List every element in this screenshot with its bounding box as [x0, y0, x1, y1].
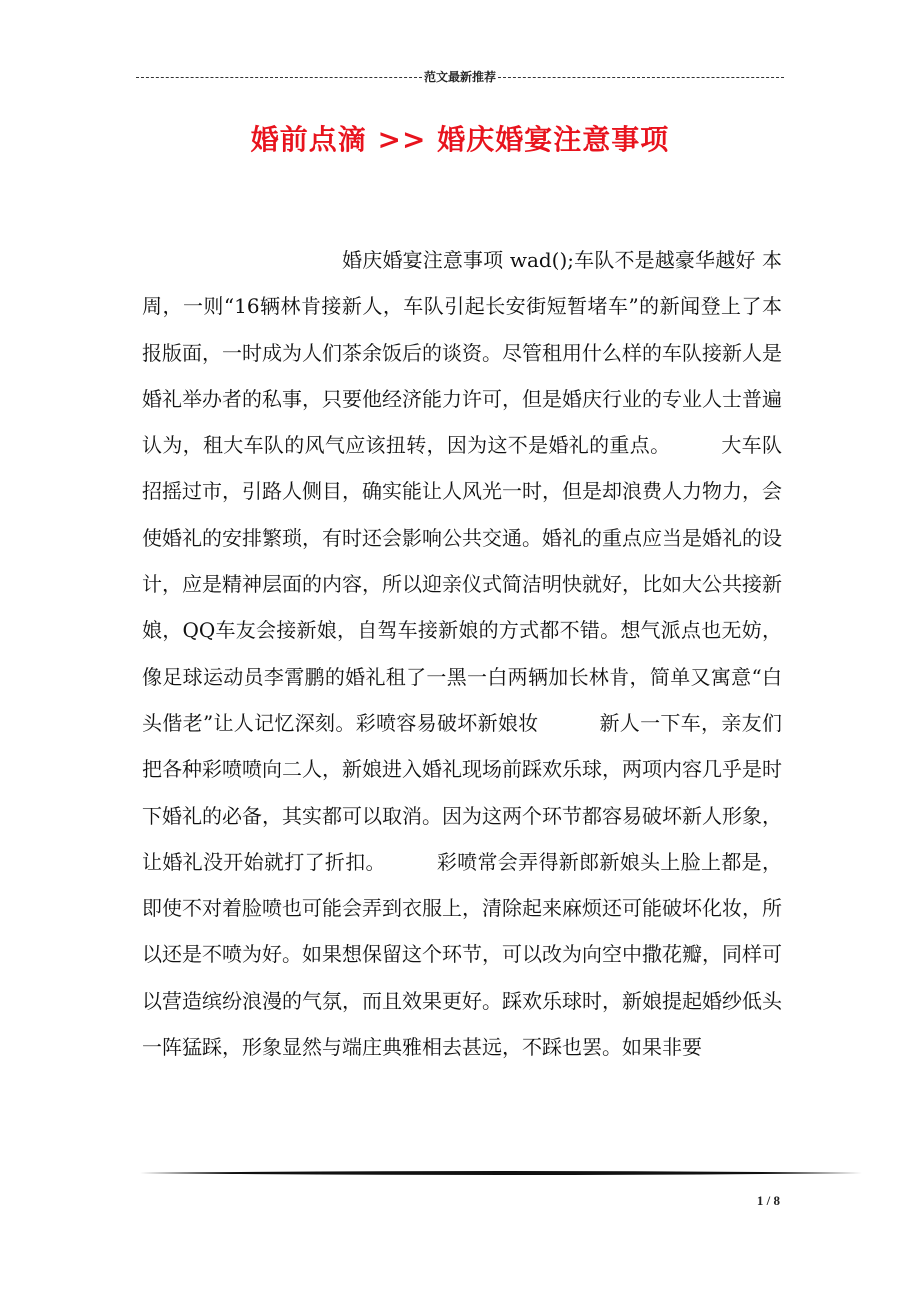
body-text: 婚庆婚宴注意事项 wad();车队不是越豪华越好 本周，一则“16辆林肯接新人，车队引起长安街短暂堵车”的新闻登上了本报版面，一时成为人们茶余饭后的谈资。尽管租用什么样的车队接新人是婚礼举办者的私事，只要他经济能力许可，但是婚庆行业的专业人士普遍认为，租大车队的风气应该扭转，因为这不是婚礼的重点。 大车队招摇过市，引路人侧目，确实能让人风光一时，但是却浪费人力物力，会使婚礼的安排繁琐，有时还会影响公共交通。婚礼的重点应当是婚礼的设计，应是精神层面的内容，所以迎亲仪式简洁明快就好，比如大公共接新娘，QQ车友会接新娘，自驾车接新娘的方式都不错。想气派点也无妨，像足球运动员李霄鹏的婚礼租了一黑一白两辆加长林肯，简单又寓意“白头偕老”让人记忆深刻。彩喷容易破坏新娘妆 新人一下车，亲友们把各种彩喷喷向二人，新娘进入婚礼现场前踩欢乐球，两项内容几乎是时下婚礼的必备，其实都可以取消。因为这两个环节都容易破坏新人形象，让婚礼没开始就打了折扣。 彩喷常会弄得新郎新娘头上脸上都是，即使不对着脸喷也可能会弄到衣服上，清除起来麻烦还可能破坏化妆，所以还是不喷为好。如果想保留这个环节，可以改为向空中撒花瓣，同样可以营造缤纷浪漫的气氛，而且效果更好。踩欢乐球时，新娘提起婚纱低头一阵猛踩，形象显然与端庄典雅相去甚远，不踩也罢。如果非要 — [142, 248, 782, 1060]
page-number: 1 / 8 — [756, 1193, 780, 1208]
footer-rule — [140, 1170, 862, 1176]
header-label: 范文最新推荐 — [424, 70, 497, 84]
header-banner — [136, 70, 784, 84]
header-dash-left — [136, 77, 422, 78]
document-body — [142, 237, 782, 1070]
header-dash-right — [498, 77, 784, 78]
document-title: 婚前点滴 >> 婚庆婚宴注意事项 — [250, 123, 670, 156]
